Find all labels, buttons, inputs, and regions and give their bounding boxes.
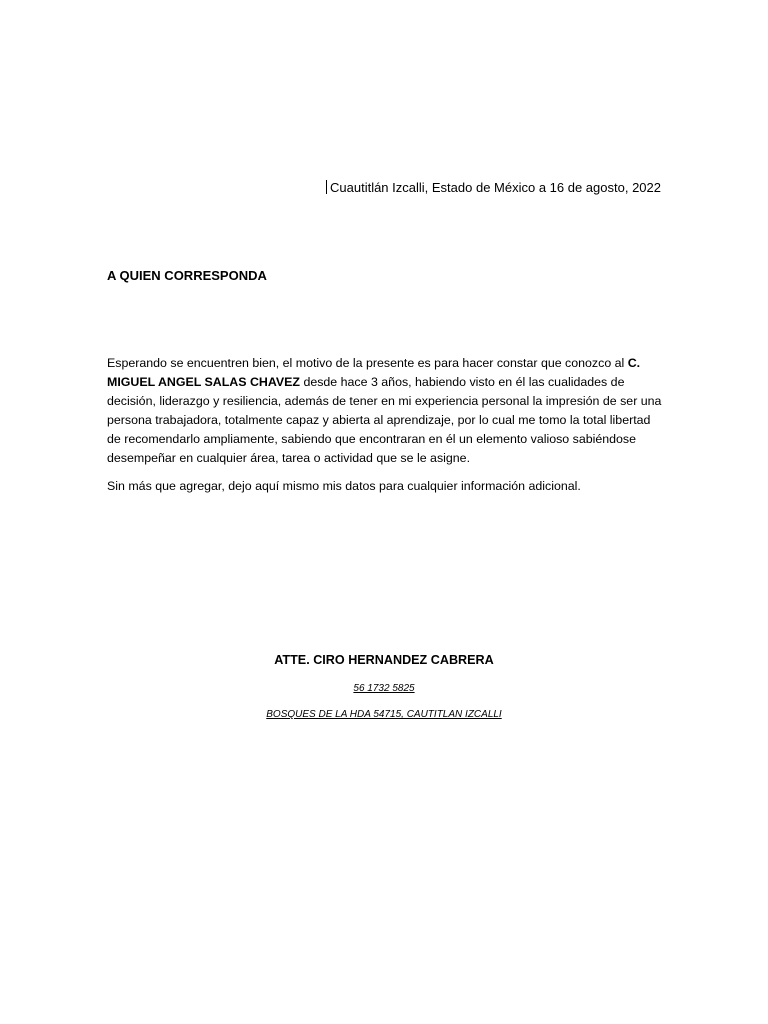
place-date-text: Cuautitlán Izcalli, Estado de México a 16 de agosto, 2022 — [330, 180, 661, 195]
salutation: A QUIEN CORRESPONDA — [107, 268, 267, 283]
recommended-person: C. MIGUEL ANGEL SALAS CHAVEZ — [107, 356, 641, 389]
body-paragraph — [107, 354, 665, 468]
text-cursor — [326, 180, 327, 194]
place-date-line — [326, 180, 661, 196]
phone-number: 56 1732 5825 — [353, 683, 415, 694]
closing-paragraph: Sin más que agregar, dejo aquí mismo mis datos para cualquier información adicional. — [107, 479, 581, 493]
address-line: BOSQUES DE LA HDA 54715, CAUTITLAN IZCALLI — [266, 709, 502, 720]
body-intro: Esperando se encuentren bien, el motivo de la presente es para hacer constar que conozco al — [107, 356, 628, 370]
signature-line: ATTE. CIRO HERNANDEZ CABRERA — [274, 653, 494, 667]
body-rest: desde hace 3 años, habiendo visto en él las cualidades de decisión, liderazgo y resiliencia, además de tener en mi experiencia personal la impresión de ser una persona trabajadora, totalmente capaz y abierta al aprendizaje, por lo cual me tomo la total libertad de recomendarlo ampliamente, sabiendo que encontraran en él un elemento valioso sabiéndose desempeñar en cualquier área, tarea o actividad que se le asigne. — [107, 375, 662, 465]
